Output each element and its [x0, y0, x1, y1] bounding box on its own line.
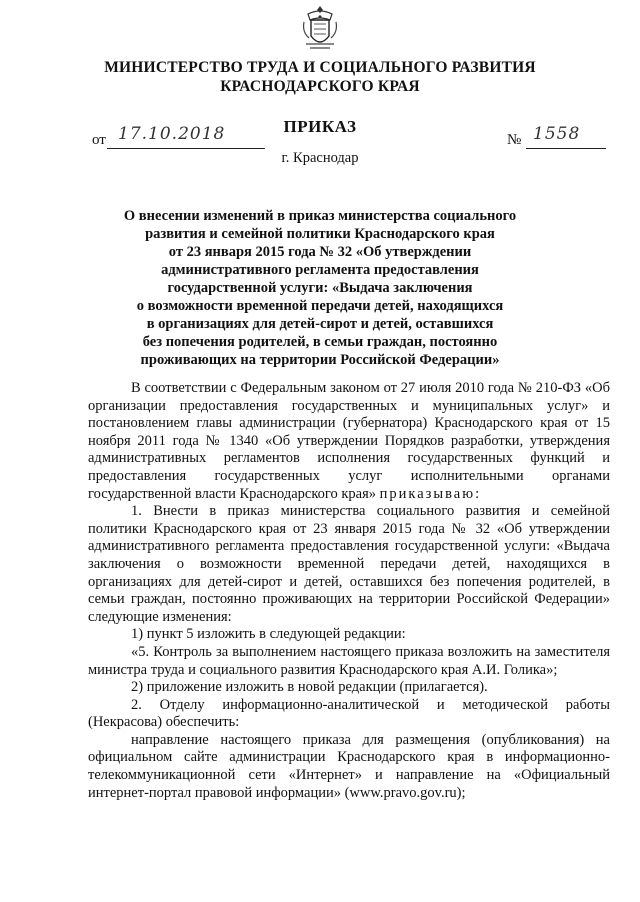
paragraph-1-quote: «5. Контроль за выполнением настоящего приказа возложить на заместителя министра труда и социального развития Краснодарского края А.И. Голика»; — [88, 643, 610, 678]
coat-of-arms-icon — [300, 4, 340, 54]
paragraph-1-item-2: 2) приложение изложить в новой редакции (прилагается). — [131, 679, 488, 696]
subject-line: в организациях для детей-сирот и детей, оставшихся — [146, 316, 494, 332]
number-underline — [526, 148, 606, 149]
order-title: ПРИКАЗ — [283, 117, 357, 136]
paragraph-1-item-1: 1) пункт 5 изложить в следующей редакции: — [131, 626, 406, 643]
handwritten-number: 1558 — [533, 124, 581, 144]
order-body — [88, 380, 610, 802]
subject-line: от 23 января 2015 года № 32 «Об утверждении — [168, 244, 472, 260]
subject-line: проживающих на территории Российской Федерации» — [140, 352, 500, 368]
ministry-line-1: МИНИСТЕРСТВО ТРУДА И СОЦИАЛЬНОГО РАЗВИТИЯ — [104, 59, 536, 76]
subject-line: развития и семейной политики Краснодарского края — [145, 226, 495, 242]
subject-line: без попечения родителей, в семьи граждан, постоянно — [142, 334, 498, 350]
date-underline — [107, 148, 265, 149]
ministry-line-2: КРАСНОДАРСКОГО КРАЯ — [220, 78, 420, 95]
order-word: приказываю: — [379, 485, 482, 502]
intro-text: В соответствии с Федеральным законом от 27 июля 2010 года № 210-ФЗ «Об организации предоставления государственных и муниципальных услуг» и постановлением главы администрации (губернатора) Краснодарского края от 15 ноября 2011 года № 1340 «Об утверждении Порядков разработки, утверждения административных регламентов исполнения государственных функций и предоставления государственных услуг исполнительными органами государственной власти Краснодарского края» — [88, 380, 610, 502]
subject-line: О внесении изменений в приказ министерства социального — [123, 208, 517, 224]
subject-line: о возможности временной передачи детей, находящихся — [136, 298, 504, 314]
paragraph-2-item-1: направление настоящего приказа для размещения (опубликования) на официальном сайте администрации Краснодарского края в информационно-телекоммуникационной сети «Интернет» и направление на «Официальный интернет-портал правовой информации» (www.pravo.gov.ru); — [88, 731, 610, 801]
city: г. Краснодар — [281, 150, 359, 166]
intro-paragraph — [88, 380, 610, 503]
number-prefix: № — [507, 132, 522, 148]
subject-line: государственной услуги: «Выдача заключения — [167, 280, 473, 296]
date-prefix: от — [92, 132, 106, 148]
handwritten-date: 17.10.2018 — [118, 124, 226, 144]
order-subject — [110, 207, 530, 369]
ministry-name — [60, 58, 580, 96]
subject-line: административного регламента предоставления — [161, 262, 479, 278]
paragraph-2: 2. Отделу информационно-аналитической и методической работы (Некрасова) обеспечить: — [88, 696, 610, 731]
paragraph-1: 1. Внести в приказ министерства социального развития и семейной политики Краснодарского края от 23 января 2015 года № 32 «Об утверждении административного регламента предоставления государственной услуги: «Выдача заключения о возможности временной передачи детей, находящихся в организациях для детей-сирот и детей, оставшихся без попечения родителей, в семьи граждан, постоянно проживающих на территории Российской Федерации» следующие изменения: — [88, 503, 610, 625]
